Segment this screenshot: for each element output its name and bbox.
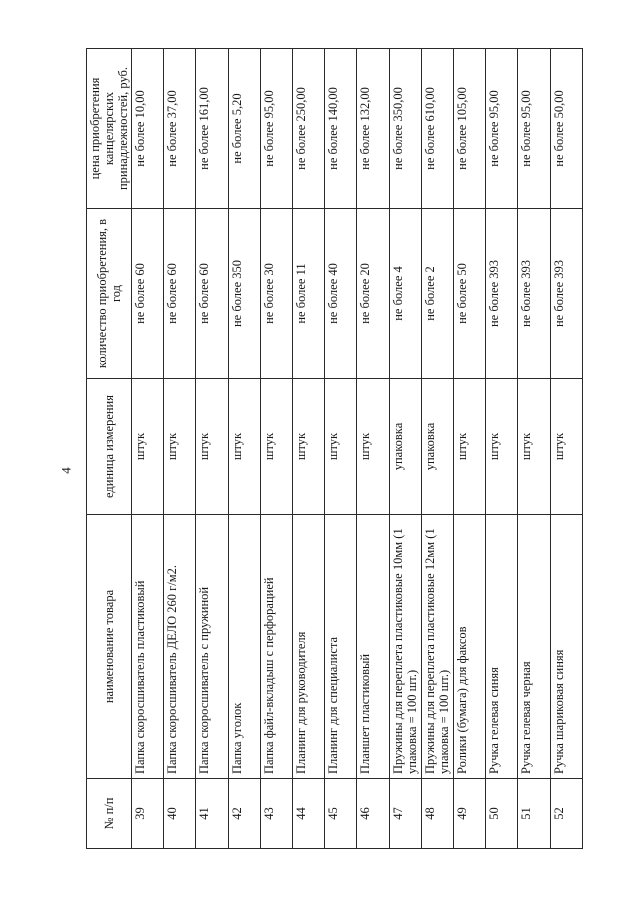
cell-price: не более 10,00 bbox=[132, 49, 164, 209]
table-row bbox=[325, 49, 357, 849]
cell-name: Папка скоросшиватель ДЕЛО 260 г/м2. bbox=[164, 515, 196, 779]
cell-unit: штук bbox=[228, 379, 260, 515]
table-frame bbox=[86, 49, 583, 849]
cell-num: 45 bbox=[325, 779, 357, 849]
cell-name: Планинг для руководителя bbox=[293, 515, 325, 779]
cell-qty: не более 393 bbox=[518, 209, 550, 379]
cell-qty: не более 350 bbox=[228, 209, 260, 379]
cell-num: 44 bbox=[293, 779, 325, 849]
cell-qty: не более 11 bbox=[293, 209, 325, 379]
cell-price: не более 37,00 bbox=[164, 49, 196, 209]
table-row bbox=[132, 49, 164, 849]
cell-price: не более 95,00 bbox=[486, 49, 518, 209]
cell-unit: штук bbox=[196, 379, 228, 515]
cell-unit: штук bbox=[454, 379, 486, 515]
table-row bbox=[550, 49, 582, 849]
cell-unit: штук bbox=[132, 379, 164, 515]
cell-name: Папка уголок bbox=[228, 515, 260, 779]
cell-num: 41 bbox=[196, 779, 228, 849]
cell-num: 42 bbox=[228, 779, 260, 849]
header-name: наименование товара bbox=[87, 515, 132, 779]
table-row bbox=[454, 49, 486, 849]
cell-num: 40 bbox=[164, 779, 196, 849]
cell-num: 51 bbox=[518, 779, 550, 849]
cell-qty: не более 20 bbox=[357, 209, 389, 379]
cell-num: 39 bbox=[132, 779, 164, 849]
cell-unit: штук bbox=[293, 379, 325, 515]
header-num: № п/п bbox=[87, 779, 132, 849]
cell-name: Папка скоросшиватель пластиковый bbox=[132, 515, 164, 779]
header-unit: единица измерения bbox=[87, 379, 132, 515]
table-row bbox=[228, 49, 260, 849]
cell-price: не более 132,00 bbox=[357, 49, 389, 209]
cell-qty: не более 393 bbox=[486, 209, 518, 379]
table-row bbox=[164, 49, 196, 849]
cell-qty: не более 60 bbox=[132, 209, 164, 379]
cell-name: Пружины для переплета пластиковые 12мм (1 упаковка = 100 шт.) bbox=[421, 515, 453, 779]
table-row bbox=[260, 49, 292, 849]
cell-name: Ручка шариковая синяя bbox=[550, 515, 582, 779]
cell-price: не более 350,00 bbox=[389, 49, 421, 209]
cell-num: 50 bbox=[486, 779, 518, 849]
cell-name: Папка файл-вкладыш с перфорацией bbox=[260, 515, 292, 779]
cell-price: не более 140,00 bbox=[325, 49, 357, 209]
cell-price: не более 250,00 bbox=[293, 49, 325, 209]
cell-qty: не более 50 bbox=[454, 209, 486, 379]
cell-name: Ролики (бумага) для факсов bbox=[454, 515, 486, 779]
header-price: цена приобретения канцелярских принадлежностей, руб. bbox=[87, 49, 132, 209]
table-header-row bbox=[87, 49, 132, 849]
cell-unit: штук bbox=[164, 379, 196, 515]
cell-price: не более 610,00 bbox=[421, 49, 453, 209]
cell-unit: штук bbox=[486, 379, 518, 515]
cell-name: Ручка гелевая черная bbox=[518, 515, 550, 779]
cell-qty: не более 60 bbox=[164, 209, 196, 379]
cell-price: не более 105,00 bbox=[454, 49, 486, 209]
cell-unit: упаковка bbox=[389, 379, 421, 515]
table-row bbox=[421, 49, 453, 849]
supplies-table bbox=[86, 48, 583, 849]
cell-num: 47 bbox=[389, 779, 421, 849]
cell-unit: штук bbox=[550, 379, 582, 515]
cell-price: не более 95,00 bbox=[260, 49, 292, 209]
cell-unit: упаковка bbox=[421, 379, 453, 515]
cell-qty: не более 393 bbox=[550, 209, 582, 379]
cell-price: не более 50,00 bbox=[550, 49, 582, 209]
cell-unit: штук bbox=[260, 379, 292, 515]
cell-qty: не более 60 bbox=[196, 209, 228, 379]
cell-name: Ручка гелевая синяя bbox=[486, 515, 518, 779]
cell-num: 49 bbox=[454, 779, 486, 849]
table-row bbox=[518, 49, 550, 849]
header-qty: количество приобретения, в год bbox=[87, 209, 132, 379]
table-row bbox=[486, 49, 518, 849]
cell-unit: штук bbox=[518, 379, 550, 515]
cell-name: Планинг для специалиста bbox=[325, 515, 357, 779]
cell-unit: штук bbox=[325, 379, 357, 515]
cell-name: Папка скоросшиватель с пружиной bbox=[196, 515, 228, 779]
table-row bbox=[196, 49, 228, 849]
table-row bbox=[389, 49, 421, 849]
table-body bbox=[132, 49, 583, 849]
cell-qty: не более 40 bbox=[325, 209, 357, 379]
table-row bbox=[357, 49, 389, 849]
cell-qty: не более 2 bbox=[421, 209, 453, 379]
cell-price: не более 95,00 bbox=[518, 49, 550, 209]
cell-num: 46 bbox=[357, 779, 389, 849]
cell-num: 52 bbox=[550, 779, 582, 849]
cell-num: 43 bbox=[260, 779, 292, 849]
cell-name: Планшет пластиковый bbox=[357, 515, 389, 779]
page-number: 4 bbox=[58, 467, 74, 474]
cell-price: не более 5,20 bbox=[228, 49, 260, 209]
cell-num: 48 bbox=[421, 779, 453, 849]
cell-qty: не более 30 bbox=[260, 209, 292, 379]
cell-unit: штук bbox=[357, 379, 389, 515]
cell-qty: не более 4 bbox=[389, 209, 421, 379]
cell-price: не более 161,00 bbox=[196, 49, 228, 209]
table-row bbox=[293, 49, 325, 849]
cell-name: Пружины для переплета пластиковые 10мм (1 упаковка = 100 шт.) bbox=[389, 515, 421, 779]
